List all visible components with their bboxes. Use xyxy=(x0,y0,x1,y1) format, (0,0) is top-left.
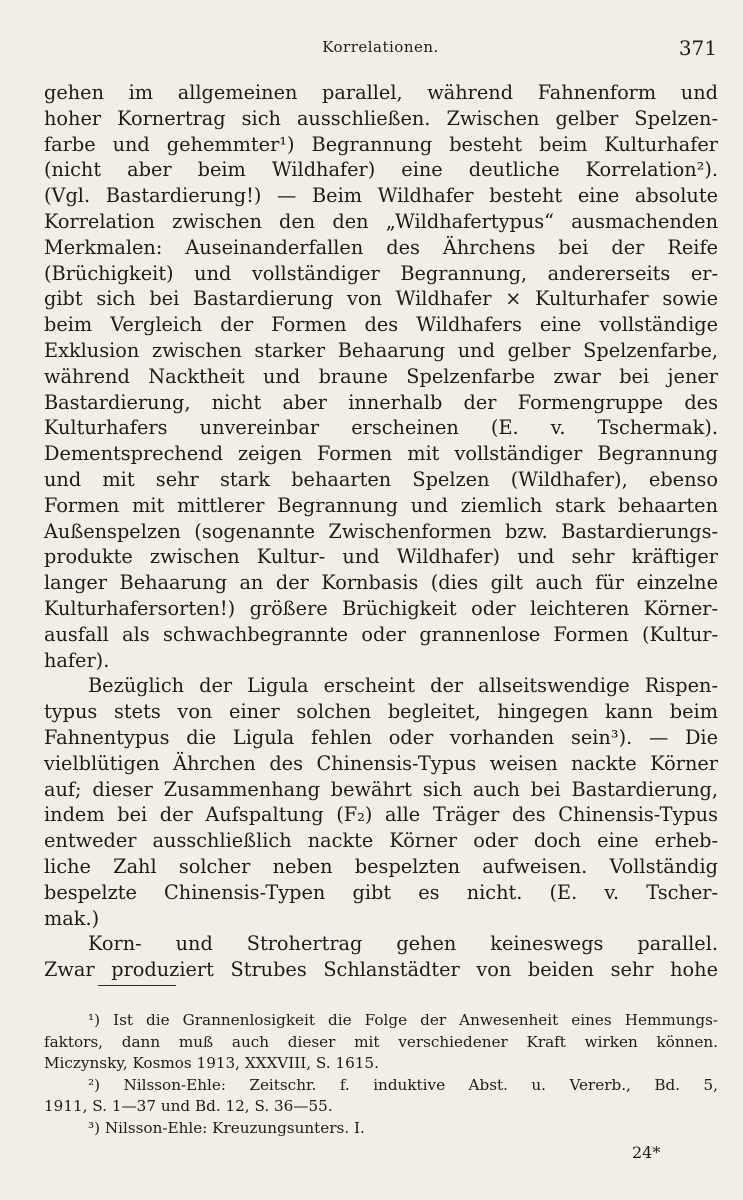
text-line: Fahnentypus die Ligula fehlen oder vorhanden sein³). — Die xyxy=(44,725,718,749)
text-line: und mit sehr stark behaarten Spelzen (Wildhafer), ebenso xyxy=(44,467,718,491)
text-line: während Nacktheit und braune Spelzenfarbe zwar bei jener xyxy=(44,364,718,388)
text-line: hoher Kornertrag sich ausschließen. Zwischen gelber Spelzen- xyxy=(44,106,718,130)
footnote-line: ³) Nilsson-Ehle: Kreuzungsunters. I. xyxy=(88,1118,365,1137)
page-number: 371 xyxy=(678,36,717,60)
text-line: Formen mit mittlerer Begrannung und ziemlich stark behaarten xyxy=(44,493,718,517)
text-line: entweder ausschließlich nackte Körner oder doch eine erheb- xyxy=(44,829,718,853)
text-line: Merkmalen: Auseinanderfallen des Ährchens bei der Reife xyxy=(44,235,718,259)
text-line: (Vgl. Bastardierung!) — Beim Wildhafer besteht eine absolute xyxy=(44,184,718,208)
signature-mark: 24* xyxy=(632,1143,661,1162)
text-line: farbe und gehemmter¹) Begrannung besteht beim Kulturhafer xyxy=(44,132,718,156)
text-line: gehen im allgemeinen parallel, während Fahnenform und xyxy=(44,81,718,104)
text-line: auf; dieser Zusammenhang bewährt sich auch bei Bastardierung, xyxy=(44,777,718,801)
text-line: mak.) xyxy=(44,906,100,930)
text-line: ausfall als schwachbegrannte oder grannenlose Formen (Kultur- xyxy=(44,622,718,646)
text-line: beim Vergleich der Formen des Wildhafers eine vollständige xyxy=(44,313,718,337)
footnote-line: Miczynsky, Kosmos 1913, XXXVIII, S. 1615. xyxy=(44,1054,379,1072)
text-line: Bastardierung, nicht aber innerhalb der Formengruppe des xyxy=(44,390,718,414)
text-line: Zwar produziert Strubes Schlanstädter von beiden sehr hohe xyxy=(44,958,718,982)
text-line: Korn- und Strohertrag gehen keineswegs parallel. xyxy=(88,932,718,956)
footnotes xyxy=(44,1010,718,1139)
text-line: Bezüglich der Ligula erscheint der allseitswendige Rispen- xyxy=(88,674,718,698)
text-line: Korrelation zwischen den den „Wildhafertypus“ ausmachenden xyxy=(44,209,718,233)
page-header xyxy=(44,34,717,60)
text-line: (Brüchigkeit) und vollständiger Begrannung, andererseits er- xyxy=(44,261,718,285)
text-line: indem bei der Aufspaltung (F₂) alle Träger des Chinensis-Typus xyxy=(44,803,718,827)
text-line: (nicht aber beim Wildhafer) eine deutliche Korrelation²). xyxy=(44,158,718,182)
text-line: Kulturhafers unvereinbar erscheinen (E. v. Tschermak). xyxy=(44,416,718,440)
text-line: hafer). xyxy=(44,648,110,672)
text-line: langer Behaarung an der Kornbasis (dies gilt auch für einzelne xyxy=(44,571,718,595)
running-title: Korrelationen. xyxy=(322,38,439,56)
body-text xyxy=(44,80,718,983)
footnote-divider xyxy=(98,985,176,986)
text-line: gibt sich bei Bastardierung von Wildhafer × Kulturhafer sowie xyxy=(44,287,718,311)
footnote-line: faktors, dann muß auch dieser mit verschiedener Kraft wirken können. xyxy=(44,1032,718,1051)
text-line: vielblütigen Ährchen des Chinensis-Typus weisen nackte Körner xyxy=(44,751,718,775)
text-line: Außenspelzen (sogenannte Zwischenformen bzw. Bastardierungs- xyxy=(44,519,718,543)
text-line: bespelzte Chinensis-Typen gibt es nicht. (E. v. Tscher- xyxy=(44,880,718,904)
text-line: Dementsprechend zeigen Formen mit vollständiger Begrannung xyxy=(44,442,718,466)
text-line: liche Zahl solcher neben bespelzten aufweisen. Vollständig xyxy=(44,854,718,878)
text-line: produkte zwischen Kultur- und Wildhafer) und sehr kräftiger xyxy=(44,545,718,569)
footnote-line: 1911, S. 1—37 und Bd. 12, S. 36—55. xyxy=(44,1097,333,1115)
text-line: typus stets von einer solchen begleitet, hingegen kann beim xyxy=(44,700,718,724)
footnote-line: ¹) Ist die Grannenlosigkeit die Folge der Anwesenheit eines Hemmungs- xyxy=(88,1011,718,1029)
text-line: Exklusion zwischen starker Behaarung und gelber Spelzenfarbe, xyxy=(44,338,718,362)
footnote-line: ²) Nilsson-Ehle: Zeitschr. f. induktive Abst. u. Vererb., Bd. 5, xyxy=(88,1075,718,1094)
text-line: Kulturhafersorten!) größere Brüchigkeit oder leichteren Körner- xyxy=(44,596,718,620)
